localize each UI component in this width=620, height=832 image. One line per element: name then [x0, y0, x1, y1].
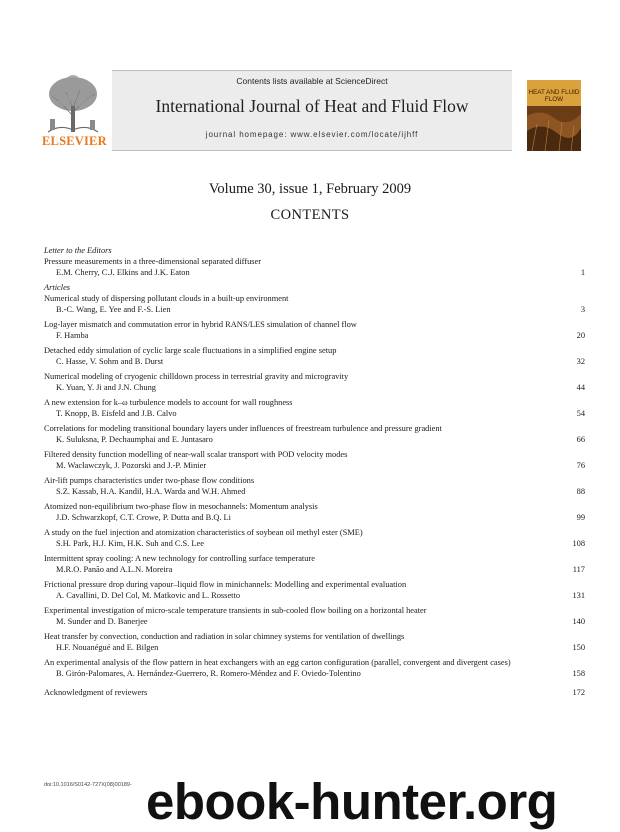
journal-homepage-link[interactable]: journal homepage: www.elsevier.com/locate/ijhff [205, 130, 419, 139]
cover-artwork [527, 106, 581, 151]
toc-entry[interactable] [44, 475, 585, 497]
acknowledgment-title[interactable]: Acknowledgment of reviewers [44, 688, 148, 697]
entry-title[interactable]: A new extension for k–ω turbulence models to account for wall roughness [44, 398, 293, 407]
section-label-articles: Articles [44, 283, 71, 292]
entry-title[interactable]: Numerical study of dispersing pollutant clouds in a built-up environment [44, 294, 289, 303]
entry-authors: K. Yuan, Y. Ji and J.N. Chung [56, 383, 156, 392]
entry-title[interactable]: Intermittent spray cooling: A new technology for controlling surface temperature [44, 554, 315, 563]
entry-page: 3 [580, 305, 585, 314]
entry-authors: M. Wacławczyk, J. Pozorski and J.-P. Minier [56, 461, 207, 470]
entry-authors: M. Sunder and D. Banerjee [56, 617, 148, 626]
entry-page: 158 [572, 669, 585, 678]
entry-page: 54 [576, 409, 585, 418]
entry-page: 20 [576, 331, 585, 340]
entry-authors: S.H. Park, H.J. Kim, H.K. Suh and C.S. Lee [56, 539, 204, 548]
entry-authors: E.M. Cherry, C.J. Elkins and J.K. Eaton [56, 268, 190, 277]
entry-title[interactable]: Filtered density function modelling of near-wall scalar transport with POD velocity modes [44, 450, 348, 459]
entry-page: 76 [576, 461, 585, 470]
toc-entry[interactable] [44, 423, 585, 445]
entry-title[interactable]: Detached eddy simulation of cyclic large scale fluctuations in a simplified engine setup [44, 346, 337, 355]
entry-authors: K. Suluksna, P. Dechaumphai and E. Juntasaro [56, 435, 213, 444]
entry-title[interactable]: Atomized non-equilibrium two-phase flow in mesochannels: Momentum analysis [44, 502, 318, 511]
watermark: ebook-hunter.org [146, 773, 558, 830]
elsevier-wordmark: ELSEVIER [42, 134, 107, 148]
journal-title: International Journal of Heat and Fluid Flow [155, 96, 469, 116]
entry-title[interactable]: Log-layer mismatch and commutation error in hybrid RANS/LES simulation of channel flow [44, 320, 357, 329]
acknowledgment-entry[interactable] [44, 687, 585, 698]
entry-page: 150 [572, 643, 585, 652]
entry-authors: A. Cavallini, D. Del Col, M. Matkovic and L. Rossetto [56, 591, 241, 600]
journal-header-band [112, 70, 512, 151]
section-label-letter: Letter to the Editors [44, 246, 112, 255]
entry-page: 140 [572, 617, 585, 626]
entry-title[interactable]: Frictional pressure drop during vapour–liquid flow in minichannels: Modelling and experimental evaluation [44, 580, 407, 589]
toc-entry[interactable] [44, 579, 585, 601]
toc-entry[interactable] [44, 256, 585, 278]
toc-entry[interactable] [44, 605, 585, 627]
toc-entry[interactable] [44, 319, 585, 341]
cover-title: HEAT AND FLUID FLOW [528, 89, 580, 103]
entry-title[interactable]: Air-lift pumps characteristics under two-phase flow conditions [44, 476, 255, 485]
toc-entry[interactable] [44, 371, 585, 393]
entry-authors: B.-C. Wang, E. Yee and F.-S. Lien [56, 305, 171, 314]
toc-entry[interactable] [44, 631, 585, 653]
entry-authors: B. Girón-Palomares, A. Hernández-Guerrero, R. Romero-Méndez and F. Oviedo-Tolentino [56, 669, 361, 678]
entry-page: 44 [576, 383, 585, 392]
entry-page: 88 [576, 487, 585, 496]
journal-header [40, 70, 581, 149]
toc-entry[interactable] [44, 449, 585, 471]
toc-entry[interactable] [44, 293, 585, 315]
entry-title[interactable]: Pressure measurements in a three-dimensional separated diffuser [44, 257, 262, 266]
toc-entry[interactable] [44, 657, 585, 679]
toc-entry[interactable] [44, 501, 585, 523]
entry-title[interactable]: Experimental investigation of micro-scale temperature transients in sub-cooled flow boiling on a horizontal heater [44, 606, 427, 615]
acknowledgment-page: 172 [572, 688, 585, 697]
entry-authors: C. Hasse, V. Sohm and B. Durst [56, 357, 164, 366]
toc-entry[interactable] [44, 397, 585, 419]
entry-authors: J.D. Schwarzkopf, C.T. Crowe, P. Dutta and B.Q. Li [56, 513, 231, 522]
entry-authors: S.Z. Kassab, H.A. Kandil, H.A. Warda and W.H. Ahmed [56, 487, 246, 496]
entry-authors: F. Hamba [56, 331, 89, 340]
entry-title[interactable]: Numerical modeling of cryogenic chilldown process in terrestrial gravity and microgravity [44, 372, 349, 381]
entry-page: 131 [572, 591, 585, 600]
entry-authors: M.R.O. Panão and A.L.N. Moreira [56, 565, 173, 574]
entry-authors: H.F. Nouanégué and E. Bilgen [56, 643, 159, 652]
entry-title[interactable]: Correlations for modeling transitional boundary layers under influences of freestream turbulence and pressure gradient [44, 424, 442, 433]
toc-entry[interactable] [44, 527, 585, 549]
entry-authors: T. Knopp, B. Eisfeld and J.B. Calvo [56, 409, 177, 418]
contents-available-line[interactable]: Contents lists available at ScienceDirect [236, 76, 388, 86]
toc-entry[interactable] [44, 553, 585, 575]
entry-page: 117 [572, 565, 585, 574]
entry-title[interactable]: A study on the fuel injection and atomization characteristics of soybean oil methyl ester (SME) [44, 528, 363, 537]
table-of-contents [44, 245, 585, 698]
entry-page: 1 [580, 268, 585, 277]
entry-page: 66 [576, 435, 585, 444]
journal-cover-thumbnail [527, 80, 581, 151]
doi-line: doi:10.1016/S0142-727X(08)00189- [44, 782, 132, 788]
entry-page: 108 [572, 539, 585, 548]
entry-page: 99 [576, 513, 585, 522]
entry-page: 32 [576, 357, 585, 366]
volume-issue-line: Volume 30, issue 1, February 2009 [208, 181, 412, 197]
contents-heading: CONTENTS [270, 207, 350, 223]
entry-title[interactable]: Heat transfer by convection, conduction and radiation in solar chimney systems for ventilation of dwellings [44, 632, 405, 641]
entry-title[interactable]: An experimental analysis of the flow pattern in heat exchangers with an egg carton configuration (parallel, convergent and divergent cases) [44, 658, 511, 667]
toc-entry[interactable] [44, 345, 585, 367]
